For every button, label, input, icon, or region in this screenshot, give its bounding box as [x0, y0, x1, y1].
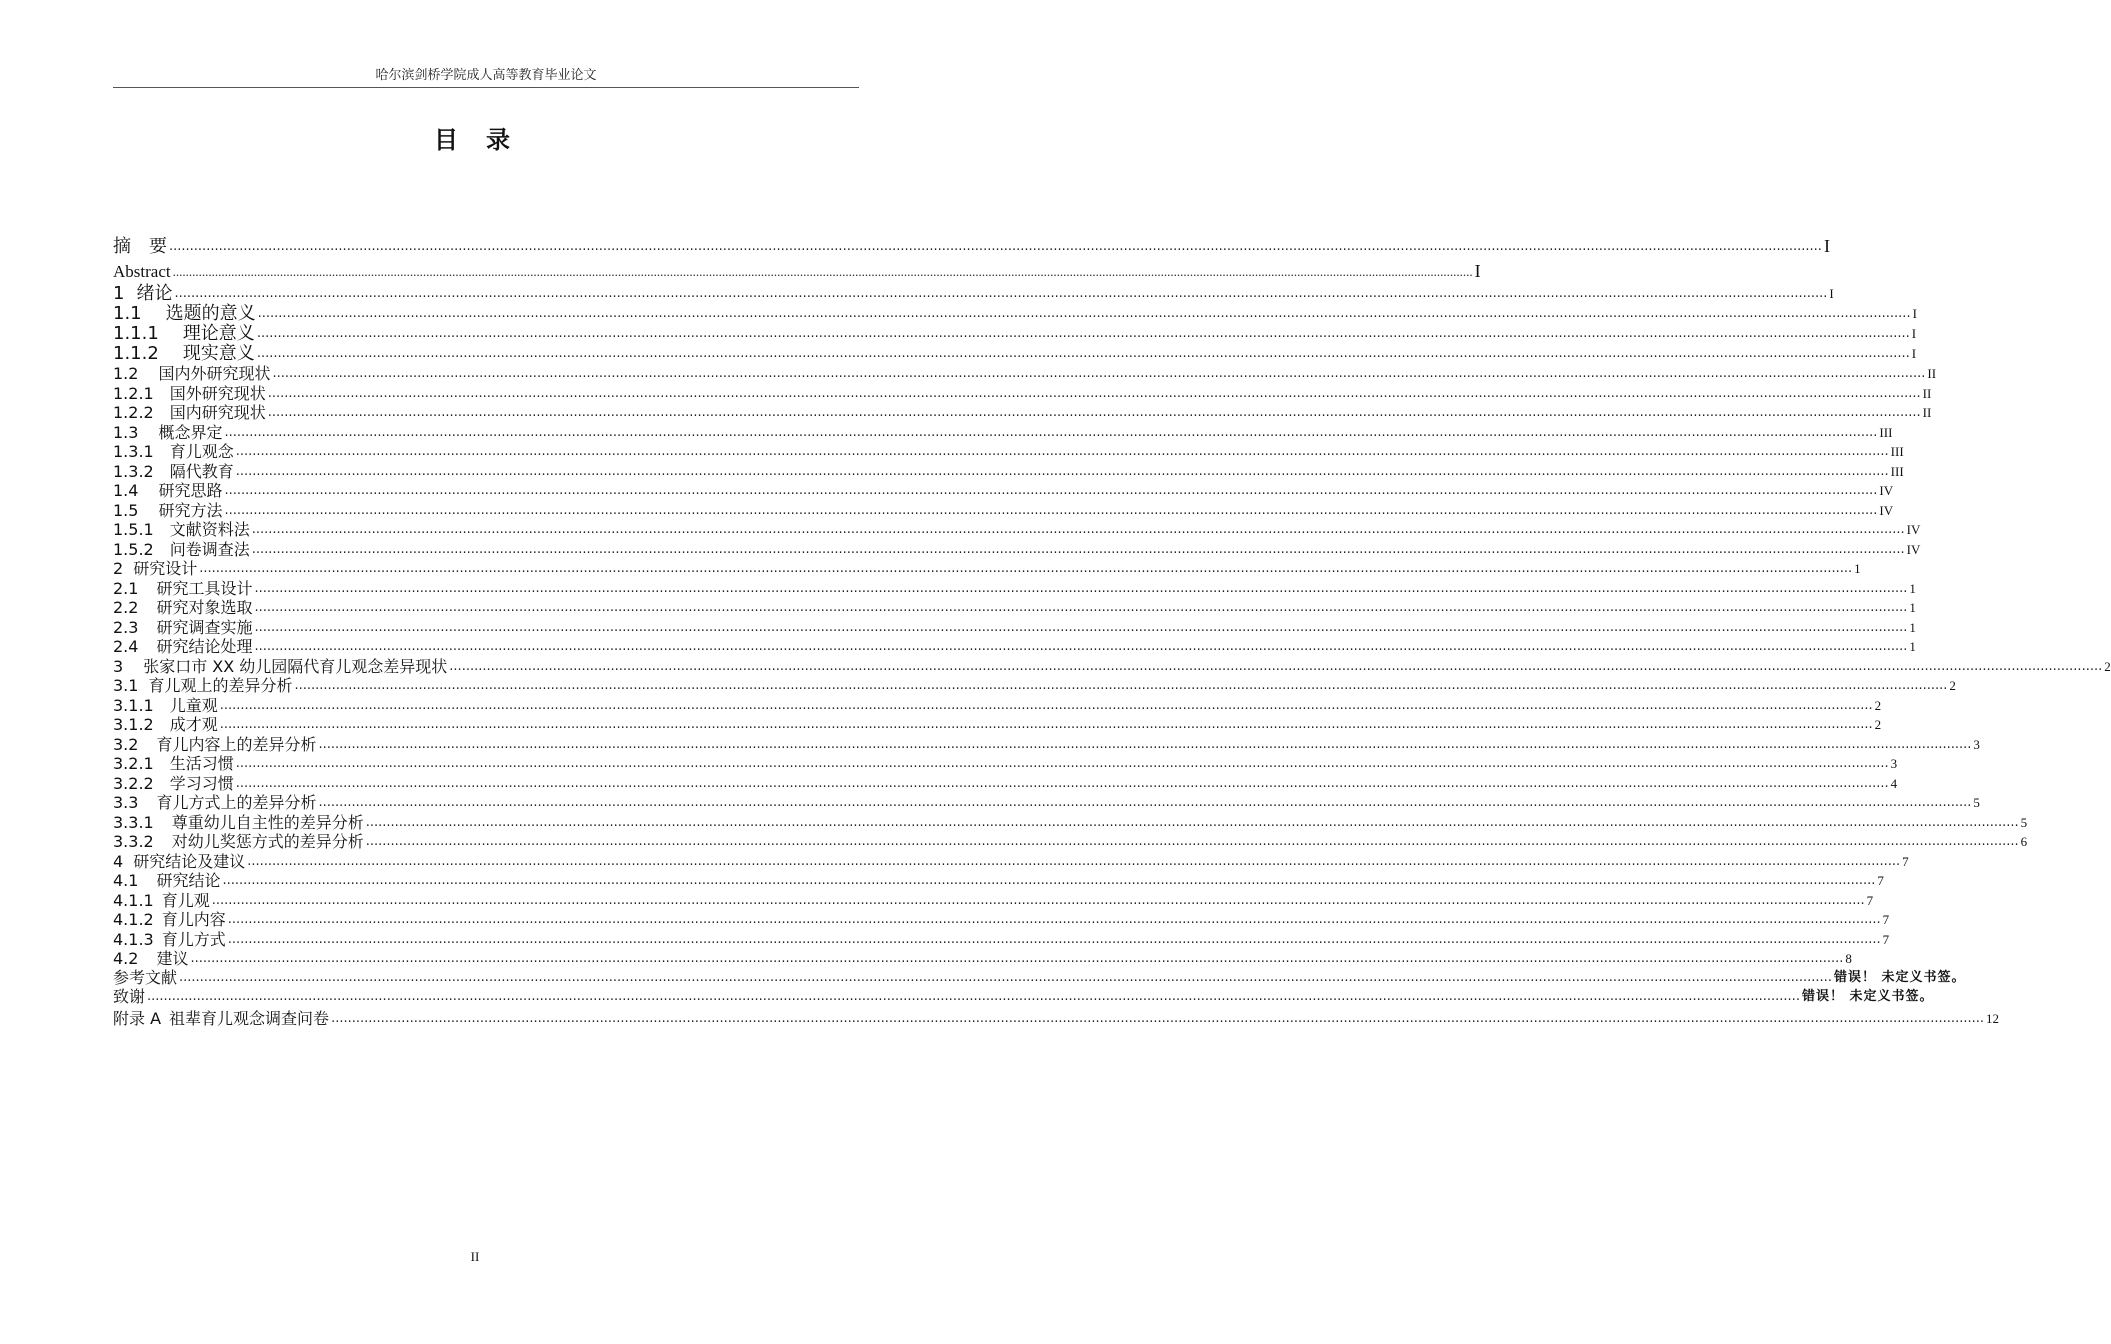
toc-entry-page: I [1823, 236, 1830, 256]
toc-leader-dots: ................................................................................................................................................................................................................................................................................................................................................................................................................ [224, 483, 1878, 498]
toc-entry-page: 2 [1949, 678, 1956, 693]
toc-entry-page: 3 [1973, 736, 1980, 752]
toc-leader-dots: ................................................................................................................................................................................................................................................................................................................................................................................................................ [224, 502, 1878, 518]
toc-entry-number: 3.2 [113, 734, 139, 754]
toc-entry[interactable] [113, 403, 1932, 423]
toc-entry-page: 8 [1845, 951, 1852, 966]
toc-entry-title: 研究结论及建议 [133, 851, 246, 871]
toc-entry-number: 3.3 [113, 793, 139, 812]
toc-entry-number: 4 [113, 851, 124, 871]
toc-leader-dots: ................................................................................................................................................................................................................................................................................................................................................................................................................ [172, 264, 1473, 279]
toc-entry-page: IV [1906, 522, 1921, 537]
toc-entry[interactable] [113, 890, 1874, 911]
toc-title [0, 120, 950, 155]
toc-leader-dots: ................................................................................................................................................................................................................................................................................................................................................................................................................ [211, 892, 1865, 908]
toc-entry-title: 对幼儿奖惩方式的差异分析 [171, 832, 364, 851]
toc-leader-dots: ................................................................................................................................................................................................................................................................................................................................................................................................................ [247, 853, 1901, 869]
toc-entry-number: 1.1.2 [113, 343, 159, 364]
toc-entry-page: 7 [1882, 931, 1890, 947]
toc-entry-number: 4.2 [113, 949, 139, 968]
toc-entry[interactable] [113, 617, 1916, 638]
toc-entry[interactable] [113, 773, 1898, 794]
toc-leader-dots: ................................................................................................................................................................................................................................................................................................................................................................................................................ [219, 697, 1873, 713]
toc-leader-dots: ................................................................................................................................................................................................................................................................................................................................................................................................................ [224, 424, 1878, 440]
toc-leader-dots: ................................................................................................................................................................................................................................................................................................................................................................................................................ [254, 580, 1908, 596]
toc-title-char-2: 录 [486, 126, 516, 154]
toc-entry[interactable] [113, 520, 1921, 540]
toc-entry-number: 摘 要 [113, 236, 167, 257]
toc-entry-number: 2.1 [113, 578, 139, 598]
toc-entry-page: 7 [1866, 892, 1874, 908]
toc-entry[interactable] [113, 676, 1956, 696]
toc-entry-title: 育儿内容 [161, 910, 226, 929]
toc-entry-page: I [1912, 306, 1917, 321]
toc-entry[interactable] [113, 343, 1917, 364]
toc-entry-page: IV [1906, 541, 1921, 557]
toc-entry[interactable] [113, 323, 1917, 344]
table-of-contents [113, 234, 2111, 1030]
toc-entry-number: 3.1.2 [113, 715, 154, 734]
toc-leader-dots: ................................................................................................................................................................................................................................................................................................................................................................................................................ [256, 346, 1910, 361]
page-number: II [470, 1249, 480, 1264]
toc-entry-title: 儿童观 [169, 695, 218, 715]
toc-entry-title: 问卷调查法 [169, 539, 250, 559]
toc-entry-title: 文献资料法 [169, 520, 250, 539]
toc-entry-title: 育儿观 [161, 890, 210, 910]
toc-entry[interactable] [113, 559, 1861, 579]
toc-entry-page: 7 [1902, 853, 1909, 869]
toc-entry[interactable] [113, 234, 1830, 259]
toc-entry-page: III [1890, 444, 1904, 459]
toc-leader-dots: ................................................................................................................................................................................................................................................................................................................................................................................................................ [272, 366, 1926, 381]
toc-entry-number: 3.1 [113, 676, 139, 695]
toc-entry[interactable] [113, 793, 1980, 813]
toc-entry-page: 1 [1909, 600, 1916, 615]
toc-entry-number: 1.1.1 [113, 323, 159, 344]
toc-entry-page: 4 [1890, 775, 1898, 791]
toc-leader-dots: ................................................................................................................................................................................................................................................................................................................................................................................................................ [257, 306, 1911, 321]
toc-leader-dots: ................................................................................................................................................................................................................................................................................................................................................................................................................ [222, 873, 1876, 888]
toc-entry[interactable] [113, 259, 1481, 284]
toc-entry-number: 1.4 [113, 481, 139, 500]
toc-entry-number: 2.3 [113, 617, 139, 637]
toc-leader-dots: ................................................................................................................................................................................................................................................................................................................................................................................................................ [331, 1011, 1984, 1026]
toc-entry-page: II [1927, 366, 1937, 381]
toc-entry-page: III [1890, 463, 1904, 479]
toc-entry[interactable] [113, 422, 1893, 443]
toc-entry-number: 1 [113, 283, 125, 304]
toc-entry-number: 1.2.2 [113, 403, 154, 422]
toc-entry-page: 12 [1986, 1011, 1999, 1026]
toc-entry-title: 研究结论 [156, 871, 221, 890]
toc-error-bookmark: 错误！ 未定义书签。 [1801, 989, 1934, 1004]
toc-entry-title: 隔代教育 [169, 461, 234, 481]
toc-entry-number: 3.3.1 [113, 812, 154, 832]
toc-entry[interactable] [113, 656, 2111, 677]
toc-entry-number: 4.1.1 [113, 890, 154, 910]
toc-entry-page: 2 [2104, 658, 2111, 674]
toc-entry[interactable] [113, 910, 1890, 930]
toc-leader-dots: ................................................................................................................................................................................................................................................................................................................................................................................................................ [365, 834, 2019, 849]
toc-entry-number: 1.3.1 [113, 442, 154, 461]
toc-entry-title: 研究结论处理 [156, 637, 253, 656]
toc-entry-page: 3 [1890, 756, 1898, 771]
toc-entry-number: 1.5.2 [113, 539, 154, 559]
toc-entry[interactable] [113, 715, 1882, 735]
toc-entry-title: 国内外研究现状 [158, 364, 271, 383]
toc-entry-title: 研究思路 [158, 481, 223, 500]
toc-entry-title: 育儿观上的差异分析 [148, 676, 293, 695]
toc-entry-number: 3.1.1 [113, 695, 154, 715]
toc-entry[interactable] [113, 754, 1898, 774]
toc-leader-dots: ................................................................................................................................................................................................................................................................................................................................................................................................................ [199, 561, 1853, 576]
toc-leader-dots: ................................................................................................................................................................................................................................................................................................................................................................................................................ [235, 775, 1889, 791]
toc-leader-dots: ................................................................................................................................................................................................................................................................................................................................................................................................................ [235, 463, 1889, 479]
toc-entry-title: 研究工具设计 [156, 578, 253, 598]
toc-leader-dots: ................................................................................................................................................................................................................................................................................................................................................................................................................ [235, 756, 1889, 771]
toc-entry[interactable] [113, 578, 1916, 599]
toc-entry-number: 1.1 [113, 303, 142, 324]
toc-entry[interactable] [113, 812, 2028, 833]
toc-entry-number: Abstract [113, 262, 171, 281]
toc-entry[interactable] [113, 539, 1921, 560]
toc-entry-number: 3 [113, 656, 124, 676]
toc-entry[interactable] [113, 637, 1916, 657]
toc-leader-dots: ................................................................................................................................................................................................................................................................................................................................................................................................................ [449, 658, 2103, 674]
toc-entry-number: 3.2.2 [113, 773, 154, 793]
toc-entry-page: 7 [1877, 873, 1884, 888]
toc-entry-number: 1.5 [113, 500, 139, 520]
toc-entry-page: I [1829, 286, 1834, 301]
toc-entry-number: 1.3 [113, 422, 139, 442]
toc-entry-number: 1.2.1 [113, 383, 154, 403]
toc-leader-dots: ................................................................................................................................................................................................................................................................................................................................................................................................................ [147, 989, 1800, 1004]
toc-entry[interactable] [113, 303, 1917, 324]
toc-entry[interactable] [113, 851, 1909, 872]
toc-entry-title: 祖辈育儿观念调查问卷 [169, 1009, 330, 1028]
toc-leader-dots: ................................................................................................................................................................................................................................................................................................................................................................................................................ [256, 326, 1910, 341]
toc-entry[interactable] [113, 598, 1916, 618]
toc-entry-page: 2 [1874, 697, 1882, 713]
toc-entry-title: 张家口市 XX 幼儿园隔代育儿观念差异现状 [143, 656, 448, 676]
page-header: 哈尔滨剑桥学院成人高等教育毕业论文 [375, 68, 597, 83]
toc-entry-page: 1 [1909, 619, 1916, 635]
toc-entry[interactable] [113, 442, 1904, 462]
toc-entry-number: 3.3.2 [113, 832, 154, 851]
toc-leader-dots: ................................................................................................................................................................................................................................................................................................................................................................................................................ [365, 814, 2019, 830]
toc-entry-page: I [1911, 346, 1917, 361]
toc-entry-number: 2 [113, 559, 124, 578]
toc-entry-title: 学习习惯 [169, 773, 234, 793]
toc-entry-page: I [1474, 261, 1481, 281]
toc-leader-dots: ................................................................................................................................................................................................................................................................................................................................................................................................................ [219, 717, 1873, 732]
toc-leader-dots: ................................................................................................................................................................................................................................................................................................................................................................................................................ [267, 385, 1921, 401]
toc-entry-number: 致谢 [113, 987, 146, 1006]
toc-leader-dots: ................................................................................................................................................................................................................................................................................................................................................................................................................ [294, 678, 1948, 693]
toc-entry[interactable] [113, 461, 1904, 482]
toc-entry[interactable] [113, 1008, 1999, 1030]
header-divider [113, 87, 859, 88]
toc-entry-title: 育儿方式 [161, 929, 226, 949]
toc-leader-dots: ................................................................................................................................................................................................................................................................................................................................................................................................................ [235, 444, 1889, 459]
toc-entry-title: 国外研究现状 [169, 383, 266, 403]
toc-entry-title: 现实意义 [182, 343, 255, 364]
toc-entry-title: 理论意义 [182, 323, 255, 344]
toc-entry-number: 参考文献 [113, 967, 178, 987]
toc-leader-dots: ................................................................................................................................................................................................................................................................................................................................................................................................................ [254, 639, 1908, 654]
toc-entry-title: 建议 [156, 949, 189, 968]
toc-entry[interactable] [113, 871, 1884, 891]
toc-entry-number: 3.2.1 [113, 754, 154, 773]
toc-leader-dots: ................................................................................................................................................................................................................................................................................................................................................................................................................ [251, 522, 1905, 537]
toc-entry-number: 1.3.2 [113, 461, 154, 481]
toc-entry-title: 尊重幼儿自主性的差异分析 [171, 812, 364, 832]
toc-entry-page: IV [1879, 483, 1894, 498]
toc-entry-page: III [1879, 424, 1893, 440]
toc-entry[interactable] [113, 364, 1937, 384]
toc-entry-page: I [1911, 326, 1917, 341]
toc-entry[interactable] [113, 929, 1890, 950]
toc-leader-dots: ................................................................................................................................................................................................................................................................................................................................................................................................................ [318, 736, 1972, 752]
toc-entry-title: 研究方法 [158, 500, 223, 520]
toc-entry-number: 1.2 [113, 364, 139, 383]
toc-entry-page: 2 [1874, 717, 1882, 732]
toc-title-char-1: 目 [434, 126, 464, 154]
toc-entry-page: 1 [1909, 639, 1916, 654]
toc-entry-page: IV [1879, 502, 1894, 518]
toc-entry[interactable] [113, 832, 2028, 852]
toc-entry-page: 1 [1854, 561, 1861, 576]
toc-leader-dots: ................................................................................................................................................................................................................................................................................................................................................................................................................ [169, 239, 1822, 254]
toc-leader-dots: ................................................................................................................................................................................................................................................................................................................................................................................................................ [227, 912, 1881, 927]
toc-entry[interactable] [113, 967, 1966, 987]
toc-leader-dots: ................................................................................................................................................................................................................................................................................................................................................................................................................ [179, 969, 1832, 985]
toc-entry[interactable] [113, 986, 1934, 1008]
toc-entry-title: 成才观 [169, 715, 218, 734]
toc-entry-number: 2.4 [113, 637, 139, 656]
toc-entry-number: 4.1 [113, 871, 139, 890]
toc-entry[interactable] [113, 500, 1894, 521]
toc-leader-dots: ................................................................................................................................................................................................................................................................................................................................................................................................................ [318, 795, 1972, 810]
toc-entry-title: 育儿内容上的差异分析 [156, 734, 317, 754]
toc-entry-page: 1 [1909, 580, 1916, 596]
toc-leader-dots: ................................................................................................................................................................................................................................................................................................................................................................................................................ [251, 541, 1905, 557]
toc-entry-page: II [1922, 385, 1932, 401]
toc-entry-title: 选题的意义 [165, 303, 256, 324]
toc-entry-page: 5 [2020, 814, 2028, 830]
toc-entry-page: II [1922, 405, 1932, 420]
toc-entry-title: 研究调查实施 [156, 617, 253, 637]
toc-entry-title: 绪论 [136, 283, 173, 304]
toc-entry[interactable] [113, 383, 1932, 404]
toc-leader-dots: ................................................................................................................................................................................................................................................................................................................................................................................................................ [254, 600, 1908, 615]
toc-entry-number: 4.1.3 [113, 929, 154, 949]
toc-entry-title: 生活习惯 [169, 754, 234, 773]
toc-entry[interactable] [113, 283, 1834, 304]
toc-entry-number: 附录 A [113, 1009, 162, 1028]
toc-leader-dots: ................................................................................................................................................................................................................................................................................................................................................................................................................ [174, 286, 1828, 301]
toc-entry-page: 5 [1973, 795, 1980, 810]
toc-entry-title: 研究设计 [133, 559, 198, 578]
toc-entry[interactable] [113, 734, 1980, 755]
toc-entry-number: 1.5.1 [113, 520, 154, 539]
toc-entry-title: 育儿方式上的差异分析 [156, 793, 317, 812]
toc-entry[interactable] [113, 481, 1894, 501]
toc-leader-dots: ................................................................................................................................................................................................................................................................................................................................................................................................................ [254, 619, 1908, 635]
toc-entry-title: 育儿观念 [169, 442, 234, 461]
toc-entry-page: 6 [2020, 834, 2028, 849]
toc-error-bookmark: 错误！ 未定义书签。 [1833, 969, 1966, 985]
toc-entry-number: 2.2 [113, 598, 139, 617]
toc-entry-page: 7 [1882, 912, 1890, 927]
toc-entry-title: 国内研究现状 [169, 403, 266, 422]
toc-leader-dots: ................................................................................................................................................................................................................................................................................................................................................................................................................ [267, 405, 1921, 420]
toc-entry[interactable] [113, 695, 1882, 716]
toc-leader-dots: ................................................................................................................................................................................................................................................................................................................................................................................................................ [227, 931, 1881, 947]
toc-entry-title: 概念界定 [158, 422, 223, 442]
toc-entry-number: 4.1.2 [113, 910, 154, 929]
toc-entry[interactable] [113, 949, 1852, 969]
toc-entry-title: 研究对象选取 [156, 598, 253, 617]
toc-leader-dots: ................................................................................................................................................................................................................................................................................................................................................................................................................ [190, 951, 1844, 966]
